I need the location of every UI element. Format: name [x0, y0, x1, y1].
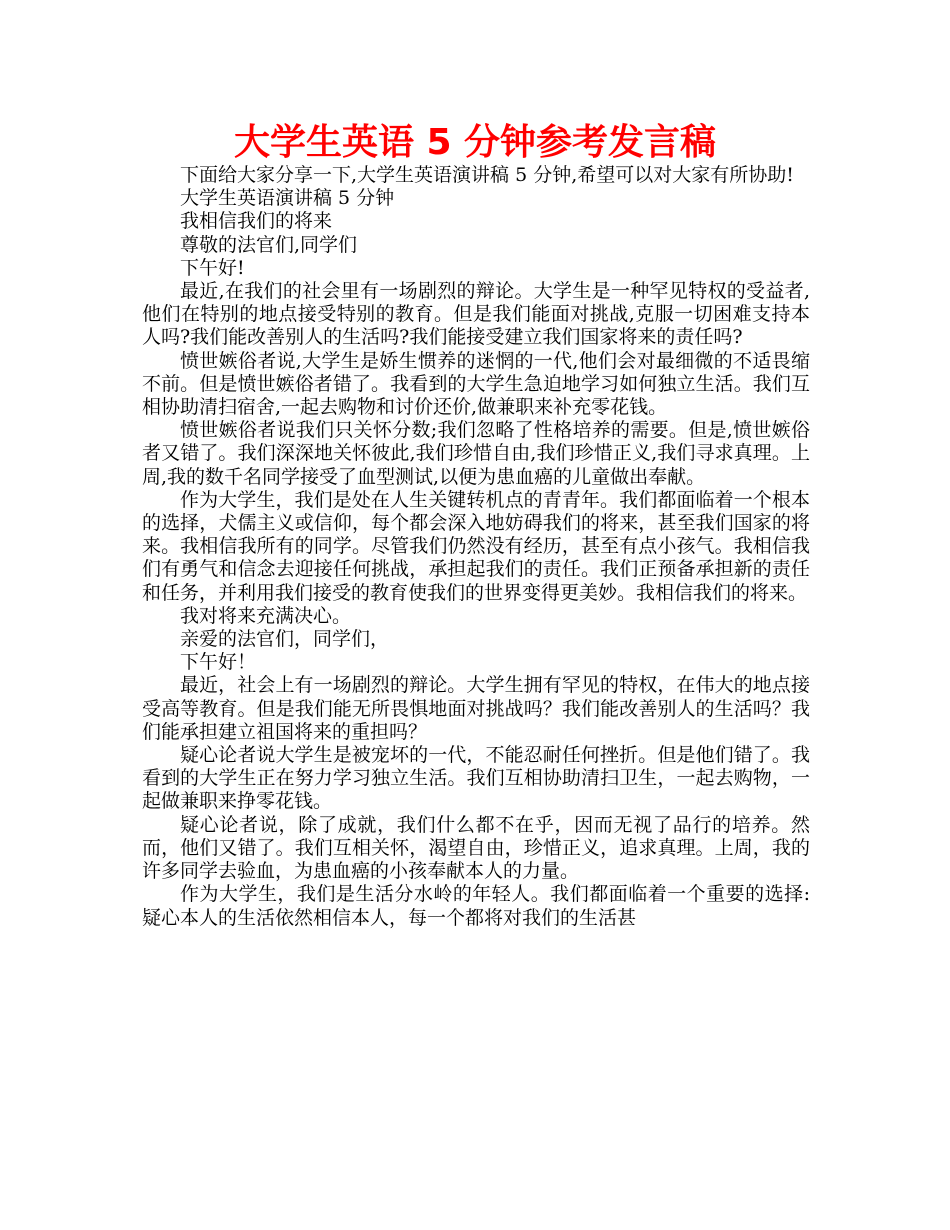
- paragraph-body: 最近，社会上有一场剧烈的辩论。大学生拥有罕见的特权，在伟大的地点接受高等教育。但是我们能无所畏惧地面对挑战吗？我们能改善别人的生活吗？我们能承担建立祖国将来的重担吗？: [142, 674, 810, 743]
- paragraph-body: 疑心论者说大学生是被宠坏的一代，不能忍耐任何挫折。但是他们错了。我看到的大学生正在努力学习独立生活。我们互相协助清扫卫生，一起去购物，一起做兼职来挣零花钱。: [142, 744, 810, 813]
- paragraph-body: 愤世嫉俗者说,大学生是娇生惯养的迷惘的一代,他们会对最细微的不适畏缩不前。但是愤世嫉俗者错了。我看到的大学生急迫地学习如何独立生活。我们互相协助清扫宿舍,一起去购物和讨价还价,做兼职来补充零花钱。: [142, 349, 810, 419]
- paragraph-greeting: 下午好!: [180, 256, 245, 279]
- paragraph-heading: 大学生英语演讲稿 5 分钟: [180, 187, 395, 210]
- paragraph-salutation: 尊敬的法官们,同学们: [180, 233, 358, 256]
- document-body: [142, 164, 810, 930]
- paragraph-speech-title: 我相信我们的将来: [180, 210, 333, 233]
- paragraph-body: 我对将来充满决心。: [180, 604, 352, 627]
- paragraph-body: 愤世嫉俗者说我们只关怀分数;我们忽略了性格培养的需要。但是,愤世嫉俗者又错了。我们深深地关怀彼此,我们珍惜自由,我们珍惜正义,我们寻求真理。上周,我的数千名同学接受了血型测试,以便为患血癌的儿童做出奉献。: [142, 419, 810, 488]
- paragraph-body: 作为大学生，我们是处在人生关键转机点的青青年。我们都面临着一个根本的选择，犬儒主义或信仰，每个都会深入地妨碍我们的将来，甚至我们国家的将来。我相信我所有的同学。尽管我们仍然没有经历，甚至有点小孩气。我相信我们有勇气和信念去迎接任何挑战，承担起我们的责任。我们正预备承担新的责任和任务，并利用我们接受的教育使我们的世界变得更美妙。我相信我们的将来。: [142, 488, 810, 604]
- paragraph-intro: 下面给大家分享一下,大学生英语演讲稿 5 分钟,希望可以对大家有所协助!: [180, 164, 794, 186]
- paragraph-body: 作为大学生，我们是生活分水岭的年轻人。我们都面临着一个重要的选择:疑心本人的生活依然相信本人，每一个都将对我们的生活甚: [142, 883, 810, 929]
- document-title: 大学生英语 5 分钟参考发言稿: [233, 122, 717, 163]
- paragraph-body: 疑心论者说，除了成就，我们什么都不在乎，因而无视了品行的培养。然而，他们又错了。我们互相关怀，渴望自由，珍惜正义，追求真理。上周，我的许多同学去验血，为患血癌的小孩奉献本人的力量。: [142, 813, 810, 883]
- paragraph-body: 最近,在我们的社会里有一场剧烈的辩论。大学生是一种罕见特权的受益者,他们在特别的地点接受特别的教育。但是我们能面对挑战,克服一切困难支持本人吗?我们能改善别人的生活吗?我们能接受建立我们国家将来的责任吗?: [142, 280, 810, 349]
- paragraph-greeting-2: 下午好！: [180, 651, 257, 674]
- paragraph-salutation-2: 亲爱的法官们，同学们，: [180, 628, 390, 651]
